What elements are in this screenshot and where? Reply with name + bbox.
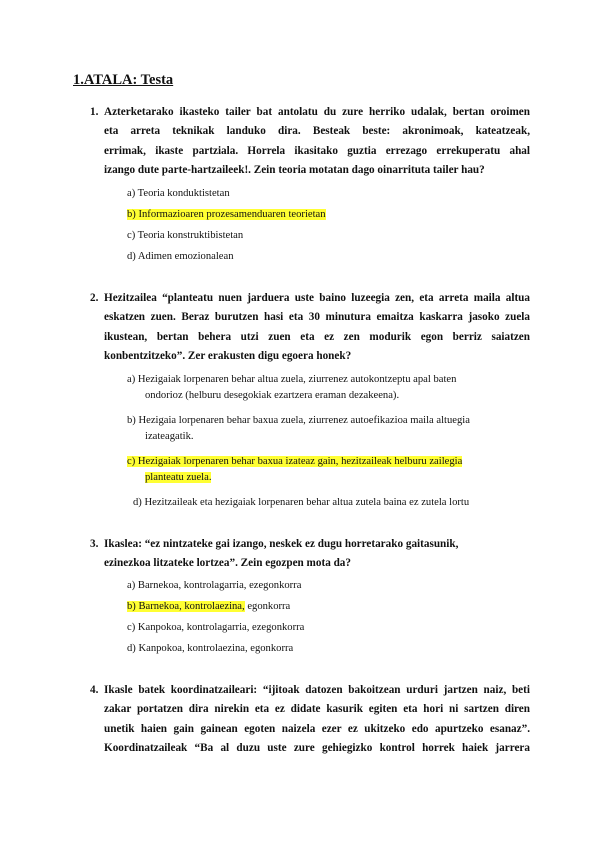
- question-number: 2.: [90, 292, 99, 304]
- question-line: eta arreta teknikak landuko dira. Besteak beste: akronimoak, kateatzeak,: [104, 125, 530, 138]
- option-1b: [127, 207, 326, 223]
- question-stem: [104, 103, 530, 180]
- question-line: Ikaslea: “ez nintzateke gai izango, neskek ez dugu horretarako gaitasunik,: [104, 538, 459, 550]
- highlighted-answer: c) Hezigaiak lorpenaren behar baxua izateaz gain, hezitzaileak helburu zailegia: [127, 456, 463, 467]
- question-number: 1.: [90, 106, 99, 118]
- section-heading: 1.ATALA: Testa: [73, 72, 174, 88]
- question-line: Hezitzailea “planteatu nuen jarduera uste baino luzeegia zen, eta arreta maila altua: [104, 292, 530, 304]
- option-3d: d) Kanpokoa, kontrolaezina, egonkorra: [127, 643, 294, 654]
- question-4: [90, 681, 530, 758]
- question-line: ezinezkoa litzateke lortzea”. Zein egozpen mota da?: [104, 557, 351, 570]
- question-line: zakar portatzen dira nirekin eta ez didate kasurik egiten eta hori ni sartzen diren: [104, 703, 530, 716]
- option-2c: [127, 454, 462, 486]
- option-3a: a) Barnekoa, kontrolagarria, ezegonkorra: [127, 580, 302, 591]
- option-2d: d) Hezitzaileak eta hezigaiak lorpenaren behar altua zutela baina ez zutela lortu: [133, 497, 470, 508]
- question-2: [90, 289, 530, 366]
- highlighted-answer: b) Barnekoa, kontrolaezina,: [127, 601, 245, 612]
- question-line: izango dute parte-hartzaileek!. Zein teoria motatan dago oinarrituta tailer hau?: [104, 163, 485, 176]
- highlighted-answer: b) Informazioaren prozesamenduaren teorietan: [127, 209, 326, 220]
- question-line: konbentzitzeko”. Zer erakusten digu egoera honek?: [104, 349, 352, 362]
- question-number: 4.: [90, 684, 99, 696]
- question-line: ikustean, bertan behera utzi zuen eta ez zen modurik egon berriz saiatzen: [104, 330, 530, 343]
- option-3b: b) Barnekoa, kontrolaezina, egonkorra: [127, 601, 291, 612]
- question-line: Koordinatzaileak “Ba al duzu uste zure gehiegizko kontrol horrek haiek jarrera: [104, 741, 530, 754]
- question-1: [90, 103, 530, 180]
- question-3: [90, 535, 530, 574]
- question-line: Azterketarako ikasteko tailer bat antolatu du zure herriko udalak, bertan oroimen: [104, 106, 530, 118]
- question-line: Ikasle batek koordinatzaileari: “ijitoak datozen bakoitzean urduri jartzen naiz, beti: [104, 684, 530, 696]
- option-2a: a) Hezigaiak lorpenaren behar altua zuela, ziurrenez autokontzeptu apal baten ondorioz (helburu desegokiak ezartzera eraman dezakeena).: [127, 374, 457, 401]
- question-line: eskatzen zuen. Beraz burutzen hasi eta 30 minutura emaitza kaskarra jasoko zuela: [104, 311, 530, 324]
- option-1c: c) Teoria konstruktibistetan: [127, 230, 244, 241]
- question-stem: [104, 681, 530, 758]
- question-line: errimak, ikaste partziala. Horrela ikasitako guztia errezago errekuperatu ahal: [104, 144, 530, 157]
- option-3c: c) Kanpokoa, kontrolagarria, ezegonkorra: [127, 622, 305, 633]
- question-stem: [104, 289, 530, 366]
- option-1d: d) Adimen emozionalean: [127, 251, 234, 262]
- question-line: unetik haien gain gainean egoten naizela ezer ez ukitzeko edo apurtzeko esanaz”.: [104, 722, 530, 735]
- question-number: 3.: [90, 538, 99, 550]
- option-2b: b) Hezigaia lorpenaren behar baxua zuela, ziurrenez autoefikazioa maila altuegia izateagatik.: [127, 415, 470, 442]
- question-stem: [104, 535, 530, 574]
- highlighted-answer: planteatu zuela.: [145, 472, 212, 483]
- option-1a: a) Teoria konduktistetan: [127, 188, 230, 199]
